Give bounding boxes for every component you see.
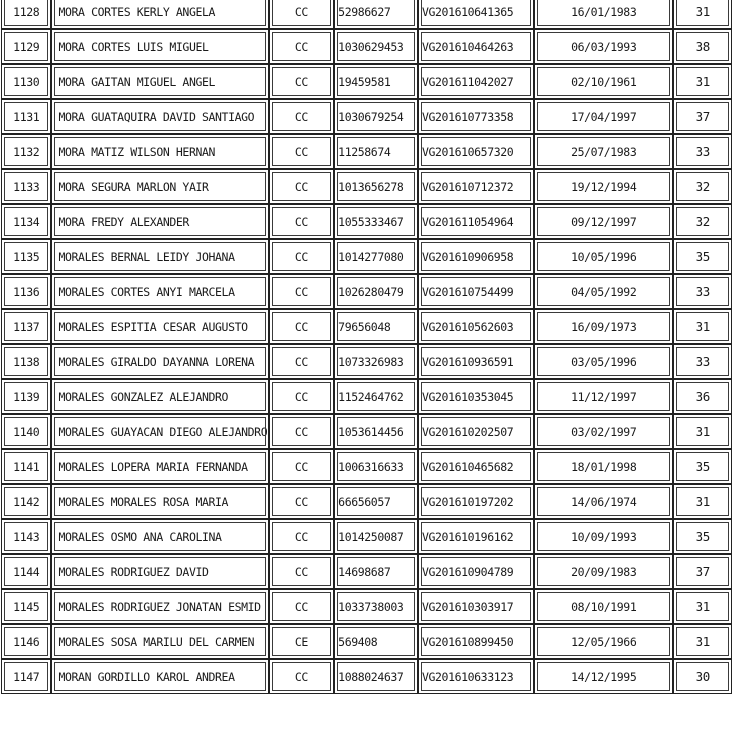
document-type-cell: CC (269, 239, 335, 274)
registration-code-cell: VG201610657320 (418, 134, 534, 169)
document-number-cell: 1033738003 (334, 589, 418, 624)
document-number-cell: 1073326983 (334, 344, 418, 379)
document-type-cell: CC (269, 29, 335, 64)
document-type-cell: CE (269, 624, 335, 659)
document-number-cell: 1053614456 (334, 414, 418, 449)
full-name-cell: MORALES ESPITIA CESAR AUGUSTO (51, 309, 268, 344)
registration-code-cell: VG201610906958 (418, 239, 534, 274)
row-number-cell: 1135 (1, 239, 51, 274)
birth-date-cell: 16/01/1983 (534, 0, 673, 29)
value-cell: 32 (673, 169, 732, 204)
table-row (1, 414, 732, 449)
registration-code-cell: VG201610202507 (418, 414, 534, 449)
registry-table (1, 0, 732, 694)
value-cell: 31 (673, 309, 732, 344)
birth-date-cell: 12/05/1966 (534, 624, 673, 659)
row-number-cell: 1128 (1, 0, 51, 29)
row-number-cell: 1133 (1, 169, 51, 204)
row-number-cell: 1131 (1, 99, 51, 134)
value-cell: 33 (673, 344, 732, 379)
row-number-cell: 1139 (1, 379, 51, 414)
full-name-cell: MORALES GIRALDO DAYANNA LORENA (51, 344, 268, 379)
birth-date-cell: 10/09/1993 (534, 519, 673, 554)
table-row (1, 484, 732, 519)
document-type-cell: CC (269, 64, 335, 99)
document-number-cell: 79656048 (334, 309, 418, 344)
birth-date-cell: 17/04/1997 (534, 99, 673, 134)
value-cell: 31 (673, 624, 732, 659)
full-name-cell: MORAN GORDILLO KAROL ANDREA (51, 659, 268, 694)
birth-date-cell: 14/12/1995 (534, 659, 673, 694)
registration-code-cell: VG201611054964 (418, 204, 534, 239)
full-name-cell: MORA GAITAN MIGUEL ANGEL (51, 64, 268, 99)
birth-date-cell: 04/05/1992 (534, 274, 673, 309)
row-number-cell: 1146 (1, 624, 51, 659)
table-row (1, 309, 732, 344)
document-type-cell: CC (269, 169, 335, 204)
full-name-cell: MORA SEGURA MARLON YAIR (51, 169, 268, 204)
registration-code-cell: VG201610562603 (418, 309, 534, 344)
value-cell: 31 (673, 484, 732, 519)
document-type-cell: CC (269, 414, 335, 449)
registration-code-cell: VG201610464263 (418, 29, 534, 64)
row-number-cell: 1145 (1, 589, 51, 624)
table-row (1, 29, 732, 64)
birth-date-cell: 06/03/1993 (534, 29, 673, 64)
document-type-cell: CC (269, 204, 335, 239)
birth-date-cell: 16/09/1973 (534, 309, 673, 344)
table-row (1, 204, 732, 239)
registration-code-cell: VG201610303917 (418, 589, 534, 624)
document-type-cell: CC (269, 519, 335, 554)
document-type-cell: CC (269, 484, 335, 519)
table-row (1, 0, 732, 29)
row-number-cell: 1136 (1, 274, 51, 309)
registration-code-cell: VG201610754499 (418, 274, 534, 309)
row-number-cell: 1141 (1, 449, 51, 484)
registration-code-cell: VG201610899450 (418, 624, 534, 659)
table-row (1, 449, 732, 484)
document-number-cell: 1014277080 (334, 239, 418, 274)
registration-code-cell: VG201610936591 (418, 344, 534, 379)
value-cell: 31 (673, 64, 732, 99)
registration-code-cell: VG201610465682 (418, 449, 534, 484)
value-cell: 37 (673, 99, 732, 134)
full-name-cell: MORALES SOSA MARILU DEL CARMEN (51, 624, 268, 659)
table-row (1, 274, 732, 309)
document-type-cell: CC (269, 134, 335, 169)
table-row (1, 64, 732, 99)
value-cell: 31 (673, 414, 732, 449)
full-name-cell: MORALES OSMO ANA CAROLINA (51, 519, 268, 554)
value-cell: 31 (673, 0, 732, 29)
registration-code-cell: VG201610641365 (418, 0, 534, 29)
document-type-cell: CC (269, 344, 335, 379)
document-number-cell: 11258674 (334, 134, 418, 169)
row-number-cell: 1147 (1, 659, 51, 694)
birth-date-cell: 10/05/1996 (534, 239, 673, 274)
table-row (1, 624, 732, 659)
document-number-cell: 569408 (334, 624, 418, 659)
birth-date-cell: 09/12/1997 (534, 204, 673, 239)
document-number-cell: 1026280479 (334, 274, 418, 309)
full-name-cell: MORA MATIZ WILSON HERNAN (51, 134, 268, 169)
document-number-cell: 14698687 (334, 554, 418, 589)
full-name-cell: MORALES GONZALEZ ALEJANDRO (51, 379, 268, 414)
document-number-cell: 1030679254 (334, 99, 418, 134)
table-row (1, 134, 732, 169)
document-type-cell: CC (269, 379, 335, 414)
birth-date-cell: 11/12/1997 (534, 379, 673, 414)
value-cell: 32 (673, 204, 732, 239)
document-type-cell: CC (269, 99, 335, 134)
full-name-cell: MORA GUATAQUIRA DAVID SANTIAGO (51, 99, 268, 134)
birth-date-cell: 03/02/1997 (534, 414, 673, 449)
value-cell: 37 (673, 554, 732, 589)
registration-code-cell: VG201610712372 (418, 169, 534, 204)
document-type-cell: CC (269, 659, 335, 694)
registration-code-cell: VG201610197202 (418, 484, 534, 519)
registration-code-cell: VG201610904789 (418, 554, 534, 589)
value-cell: 36 (673, 379, 732, 414)
value-cell: 30 (673, 659, 732, 694)
table-row (1, 344, 732, 379)
document-type-cell: CC (269, 554, 335, 589)
full-name-cell: MORALES BERNAL LEIDY JOHANA (51, 239, 268, 274)
document-number-cell: 1152464762 (334, 379, 418, 414)
document-number-cell: 1030629453 (334, 29, 418, 64)
document-number-cell: 52986627 (334, 0, 418, 29)
birth-date-cell: 02/10/1961 (534, 64, 673, 99)
row-number-cell: 1134 (1, 204, 51, 239)
registration-code-cell: VG201610353045 (418, 379, 534, 414)
scanned-table-page (1, 0, 732, 694)
document-type-cell: CC (269, 449, 335, 484)
document-type-cell: CC (269, 309, 335, 344)
row-number-cell: 1130 (1, 64, 51, 99)
birth-date-cell: 25/07/1983 (534, 134, 673, 169)
document-type-cell: CC (269, 0, 335, 29)
document-type-cell: CC (269, 589, 335, 624)
registration-code-cell: VG201610633123 (418, 659, 534, 694)
table-row (1, 239, 732, 274)
birth-date-cell: 19/12/1994 (534, 169, 673, 204)
document-number-cell: 1055333467 (334, 204, 418, 239)
document-type-cell: CC (269, 274, 335, 309)
row-number-cell: 1144 (1, 554, 51, 589)
registration-code-cell: VG201610773358 (418, 99, 534, 134)
value-cell: 38 (673, 29, 732, 64)
row-number-cell: 1142 (1, 484, 51, 519)
value-cell: 35 (673, 449, 732, 484)
document-number-cell: 19459581 (334, 64, 418, 99)
full-name-cell: MORALES CORTES ANYI MARCELA (51, 274, 268, 309)
row-number-cell: 1143 (1, 519, 51, 554)
document-number-cell: 66656057 (334, 484, 418, 519)
full-name-cell: MORALES RODRIGUEZ DAVID (51, 554, 268, 589)
value-cell: 33 (673, 274, 732, 309)
table-row (1, 99, 732, 134)
table-row (1, 169, 732, 204)
row-number-cell: 1132 (1, 134, 51, 169)
registration-code-cell: VG201611042027 (418, 64, 534, 99)
registration-code-cell: VG201610196162 (418, 519, 534, 554)
table-row (1, 379, 732, 414)
row-number-cell: 1138 (1, 344, 51, 379)
document-number-cell: 1006316633 (334, 449, 418, 484)
full-name-cell: MORA FREDY ALEXANDER (51, 204, 268, 239)
birth-date-cell: 14/06/1974 (534, 484, 673, 519)
birth-date-cell: 08/10/1991 (534, 589, 673, 624)
table-row (1, 589, 732, 624)
registry-table-body (1, 0, 732, 694)
document-number-cell: 1013656278 (334, 169, 418, 204)
table-row (1, 519, 732, 554)
birth-date-cell: 18/01/1998 (534, 449, 673, 484)
row-number-cell: 1140 (1, 414, 51, 449)
value-cell: 35 (673, 239, 732, 274)
table-row (1, 554, 732, 589)
value-cell: 33 (673, 134, 732, 169)
document-number-cell: 1088024637 (334, 659, 418, 694)
row-number-cell: 1129 (1, 29, 51, 64)
document-number-cell: 1014250087 (334, 519, 418, 554)
full-name-cell: MORA CORTES LUIS MIGUEL (51, 29, 268, 64)
row-number-cell: 1137 (1, 309, 51, 344)
full-name-cell: MORALES LOPERA MARIA FERNANDA (51, 449, 268, 484)
full-name-cell: MORALES GUAYACAN DIEGO ALEJANDRO (51, 414, 268, 449)
birth-date-cell: 20/09/1983 (534, 554, 673, 589)
value-cell: 31 (673, 589, 732, 624)
full-name-cell: MORALES RODRIGUEZ JONATAN ESMID (51, 589, 268, 624)
table-row (1, 659, 732, 694)
value-cell: 35 (673, 519, 732, 554)
full-name-cell: MORALES MORALES ROSA MARIA (51, 484, 268, 519)
birth-date-cell: 03/05/1996 (534, 344, 673, 379)
full-name-cell: MORA CORTES KERLY ANGELA (51, 0, 268, 29)
